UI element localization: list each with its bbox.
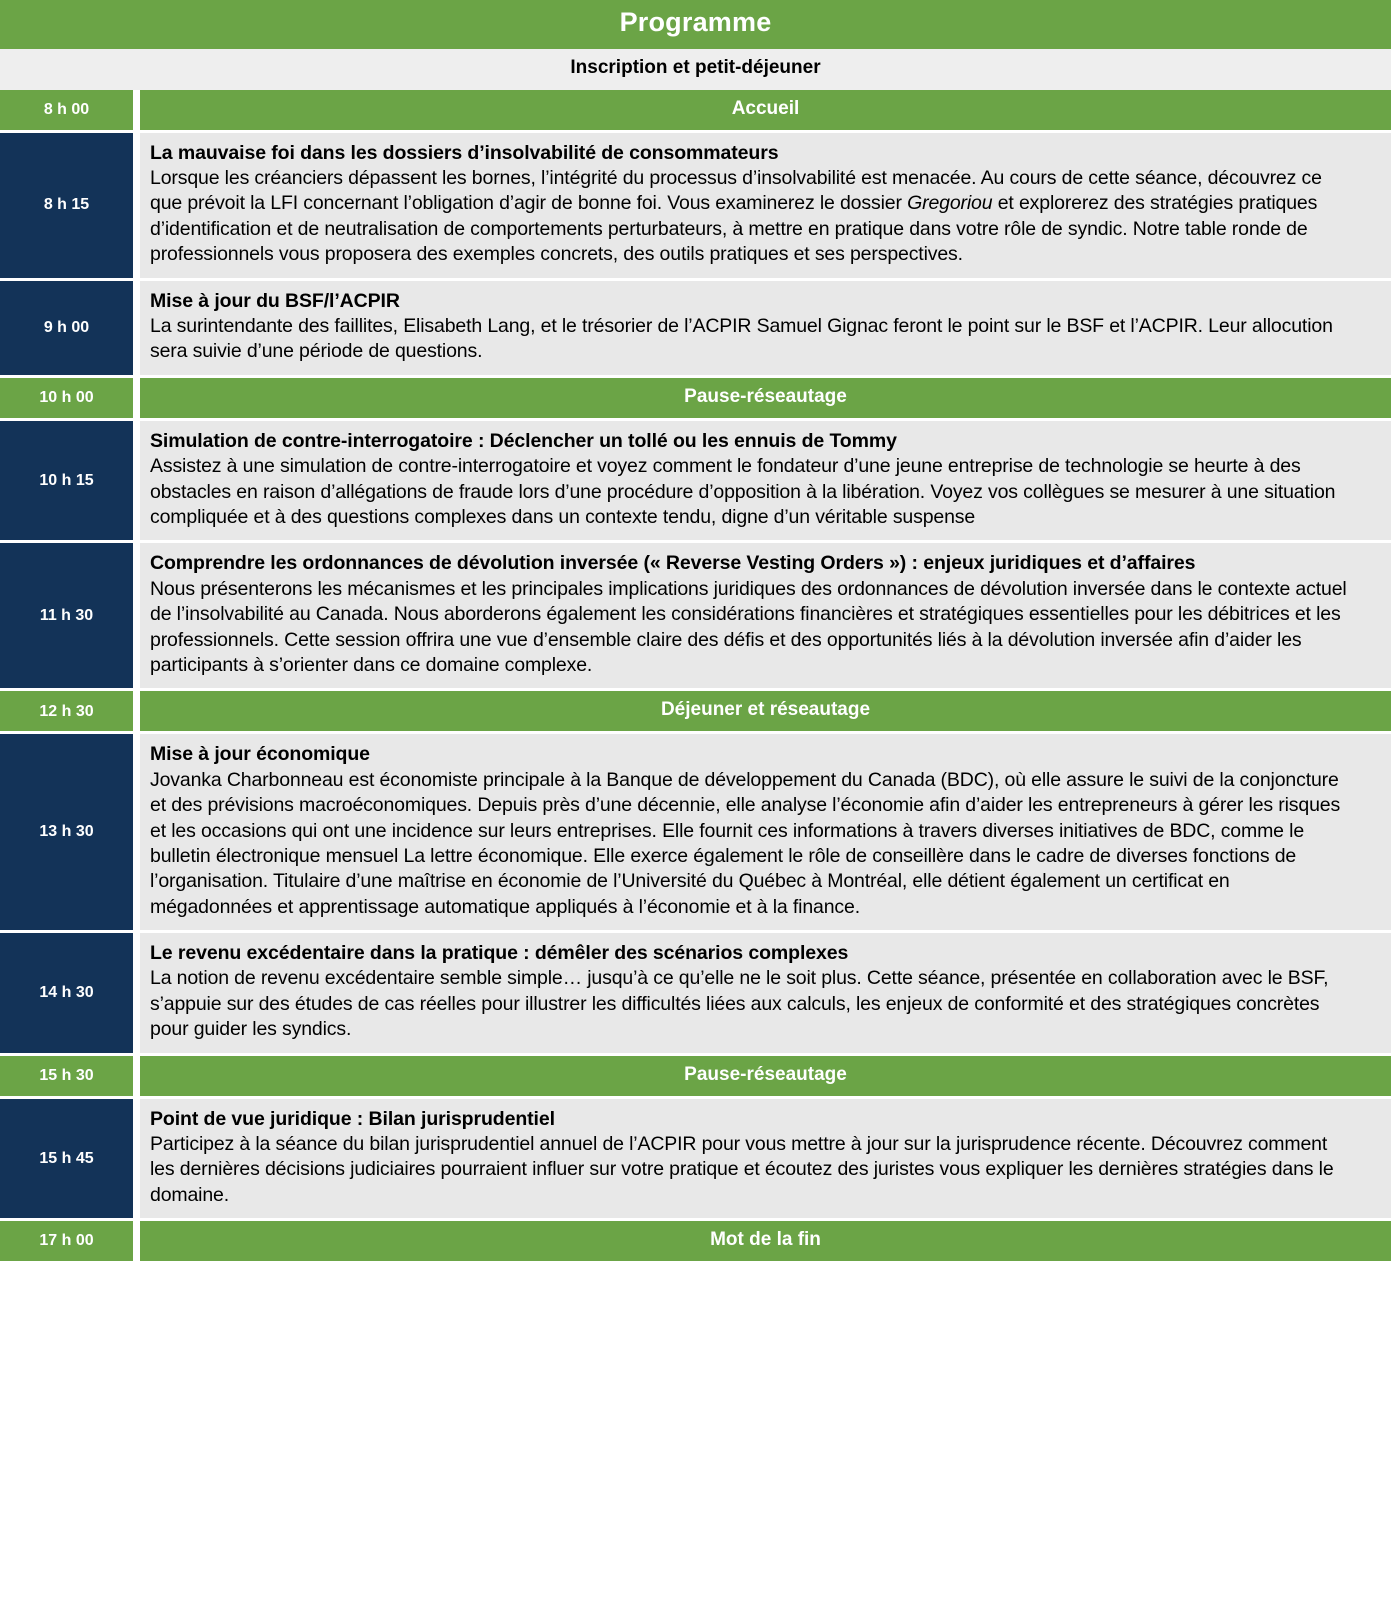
session-title: Le revenu excédentaire dans la pratique : démêler des scénarios complexes <box>150 941 849 964</box>
time-cell: 9 h 00 <box>0 281 133 375</box>
programme-subtitle: Inscription et petit-déjeuner <box>0 49 1391 90</box>
session-description: La surintendante des faillites, Elisabeth Lang, et le trésorier de l’ACPIR Samuel Gignac feront le point sur le BSF et l’ACPIR. Leur allocution sera suivie d’une période de questions. <box>150 315 1333 363</box>
session-content-cell <box>140 133 1391 278</box>
session-row <box>0 734 1391 930</box>
time-cell: 8 h 00 <box>0 90 133 130</box>
break-label-cell: Pause-réseautage <box>140 1056 1391 1096</box>
session-row <box>0 1099 1391 1219</box>
break-label-cell: Mot de la fin <box>140 1221 1391 1261</box>
case-name-emphasis: Gregoriou <box>907 192 993 215</box>
time-cell: 10 h 15 <box>0 421 133 541</box>
session-row <box>0 281 1391 375</box>
break-row <box>0 691 1391 731</box>
break-row <box>0 378 1391 418</box>
column-divider <box>133 281 140 375</box>
page-title: Programme <box>0 0 1391 49</box>
column-divider <box>133 1056 140 1096</box>
break-label-cell: Accueil <box>140 90 1391 130</box>
session-row <box>0 421 1391 541</box>
session-description-part: Lorsque les créanciers dépassent les bornes, l’intégrité du processus d’insolvabilité est menacée. Au cours de cette séance, découvrez ce que prévoit la LFI concernant l’obligation d’agir de bonne foi. Vous examinerez le dossier <box>150 167 1322 215</box>
session-content-cell <box>140 421 1391 541</box>
break-row <box>0 90 1391 130</box>
time-cell: 12 h 30 <box>0 691 133 731</box>
session-content-cell <box>140 933 1391 1053</box>
time-cell: 14 h 30 <box>0 933 133 1053</box>
time-cell: 11 h 30 <box>0 543 133 688</box>
column-divider <box>133 133 140 278</box>
time-cell: 15 h 30 <box>0 1056 133 1096</box>
break-row <box>0 1221 1391 1261</box>
column-divider <box>133 543 140 688</box>
time-cell: 10 h 00 <box>0 378 133 418</box>
time-cell: 13 h 30 <box>0 734 133 930</box>
session-title: Mise à jour économique <box>150 743 370 766</box>
session-title: Comprendre les ordonnances de dévolution inversée (« Reverse Vesting Orders ») : enjeux juridiques et d’affaires <box>150 552 1196 575</box>
session-description: Nous présenterons les mécanismes et les principales implications juridiques des ordonnances de dévolution inversée dans le contexte actuel de l’insolvabilité au Canada. Nous aborderons également les considérations financières et stratégiques essentielles pour les débitrices et les professionnels. Cette session offrira une vue d’ensemble claire des défis et des opportunités liés à la dévolution inversée afin d’aider les participants à s’orienter dans ce domaine complexe. <box>150 577 1347 676</box>
session-description-part: et explorerez des stratégies pratiques d’identification et de neutralisation de comportements perturbateurs, à mettre en pratique dans votre rôle de syndic. Notre table ronde de professionnels vous proposera des exemples concrets, des outils pratiques et ses perspectives. <box>150 192 1318 266</box>
session-title: Point de vue juridique : Bilan jurisprudentiel <box>150 1107 555 1130</box>
column-divider <box>133 734 140 930</box>
session-title: La mauvaise foi dans les dossiers d’insolvabilité de consommateurs <box>150 141 779 164</box>
column-divider <box>133 691 140 731</box>
session-title: Simulation de contre-interrogatoire : Déclencher un tollé ou les ennuis de Tommy <box>150 429 897 452</box>
session-content-cell <box>140 734 1391 930</box>
bottom-spacer <box>0 1261 1391 1273</box>
session-content-cell <box>140 1099 1391 1219</box>
column-divider <box>133 1221 140 1261</box>
session-description: Assistez à une simulation de contre-interrogatoire et voyez comment le fondateur d’une jeune entreprise de technologie se heurte à des obstacles en raison d’allégations de fraude lors d’une procédure d’opposition à la libération. Voyez vos collègues se mesurer à une situation compliquée et à des questions complexes dans un contexte tendu, digne d’un véritable suspense <box>150 455 1336 529</box>
time-cell: 8 h 15 <box>0 133 133 278</box>
session-description: Participez à la séance du bilan jurisprudentiel annuel de l’ACPIR pour vous mettre à jour sur la jurisprudence récente. Découvrez comment les dernières décisions judiciaires pourraient influer sur votre pratique et écoutez des juristes vous expliquer les dernières stratégies dans le domaine. <box>150 1133 1334 1206</box>
session-row <box>0 133 1391 278</box>
schedule-rows <box>0 90 1391 1262</box>
break-label-cell: Pause-réseautage <box>140 378 1391 418</box>
column-divider <box>133 378 140 418</box>
column-divider <box>133 933 140 1053</box>
break-label-cell: Déjeuner et réseautage <box>140 691 1391 731</box>
break-row <box>0 1056 1391 1096</box>
session-description <box>150 166 1355 267</box>
column-divider <box>133 1099 140 1219</box>
column-divider <box>133 90 140 130</box>
session-description: La notion de revenu excédentaire semble simple… jusqu’à ce qu’elle ne le soit plus. Cette séance, présentée en collaboration avec le BSF, s’appuie sur des études de cas réelles pour illustrer les difficultés liées aux calculs, les enjeux de conformité et des stratégiques concrètes pour guider les syndics. <box>150 967 1329 1041</box>
session-row <box>0 543 1391 688</box>
session-content-cell <box>140 281 1391 375</box>
time-cell: 17 h 00 <box>0 1221 133 1261</box>
session-description: Jovanka Charbonneau est économiste principale à la Banque de développement du Canada (BDC), où elle assure le suivi de la conjoncture et des prévisions macroéconomiques. Depuis près d’une décennie, elle analyse l’économie afin d’aider les entrepreneurs à gérer les risques et les occasions qui ont une incidence sur leurs entreprises. Elle fournit ces informations à travers diverses initiatives de BDC, comme le bulletin électronique mensuel La lettre économique. Elle exerce également le rôle de conseillère dans le cadre de diverses fonctions de l’organisation. Titulaire d’une maîtrise en économie de l’Université du Québec à Montréal, elle détient également un certificat en mégadonnées et apprentissage automatique appliqués à l’économie et à la finance. <box>150 768 1341 918</box>
session-title: Mise à jour du BSF/l’ACPIR <box>150 289 400 312</box>
column-divider <box>133 421 140 541</box>
time-cell: 15 h 45 <box>0 1099 133 1219</box>
session-content-cell <box>140 543 1391 688</box>
session-row <box>0 933 1391 1053</box>
